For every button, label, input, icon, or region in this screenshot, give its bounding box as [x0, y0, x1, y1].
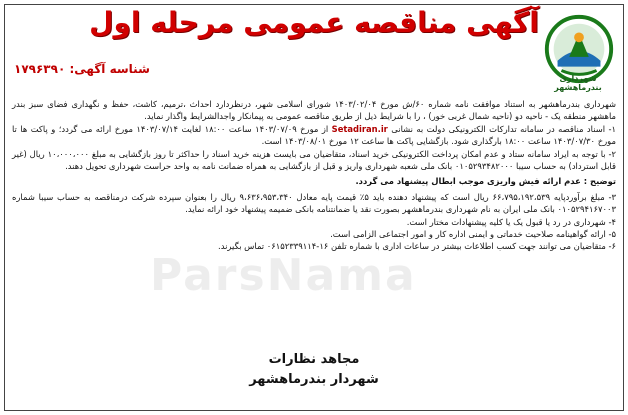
item-4: ۴- شهرداری در رد یا قبول یک یا کلیه پیشنهادات مختار است.: [406, 216, 616, 227]
item-6: ۶- متقاضیان می توانند جهت کسب اطلاعات بیشتر در ساعات اداری با شماره تلفن ۱۶-۰۶۱۵۲۳۳۹۱۱۴ تماس بگیرند.: [218, 241, 616, 252]
note: توضیح : عدم ارائه فیش واریزی موجب ابطال پیشنهاد می گردد.: [355, 176, 616, 187]
item-5: ۵- ارائه گواهینامه صلاحیت خدماتی و ایمنی اداره کار و امور اجتماعی الزامی است.: [330, 229, 616, 240]
item-1-part-b: از مورخ ۱۴۰۳/۰۷/۰۹ ساعت ۱۸:۰۰ لغایت ۱۴۰۳/۰۷/۱۴ مورخ ارائه می گردد؛ و پاکت ها تا مورخ ۱۴۰۳/۰۷/۳۰ ساعت ۱۸:۰۰ بارگذاری شود. بازگشایی پاکت ها ساعت ۱۲ مورخ ۱۴۰۳/۰۸/۰۱ است.: [12, 123, 616, 147]
item-3: ۳- مبلغ برآوردپایه ۶۶،۷۹۵،۱۹۲،۵۳۹ ریال است که پیشنهاد دهنده باید ۵٪ قیمت پایه معادل ۹،۶۳۶،۹۵۳،۳۴۰ ریال را بعنوان سپرده شرکت درمناقصه به حساب سیبا شماره ۰۱۰۵۲۹۴۱۶۷۰۰۳ بانک ملی ایران به نام شهرداری بندرماهشهر بصورت نقد یا ضمانتنامه بانکی ضمیمه پیشنهاد خود ارائه نماید.: [12, 191, 616, 215]
item-1-part-a: ۱- اسناد مناقصه در سامانه تدارکات الکترونیکی دولت به نشانی: [391, 123, 617, 134]
signer-title: شهردار بندرماهشهر: [249, 372, 379, 387]
signature-block: [0, 350, 628, 390]
logo-caption: شهرداری بندرماهشهر: [554, 74, 602, 92]
signer-name: مجاهد نظارات: [268, 352, 360, 367]
watermark: ParsNama: [150, 250, 417, 301]
item-2: ۲- با توجه به ایراد سامانه ستاد و عدم امکان پرداخت الکترونیکی خرید اسناد، متقاضیان می بایست هزینه خرید اسناد را حداکثر تا روز بازگشایی به مبلغ ۱۰،۰۰۰،۰۰۰ ریال (غیر قابل استرداد) به حساب سیبا ۰۱۰۵۲۹۳۴۸۲۰۰۰ بانک ملی شعبه شهرداری واریز و قبل از بازگشایی به همراه ضمانت نامه به واحد حراست شهرداری تحویل دهند.: [12, 148, 616, 172]
ad-id: شناسه آگهی: ۱۷۹۶۳۹۰: [14, 62, 150, 76]
setadiran-link[interactable]: Setadiran.ir: [331, 123, 388, 134]
ad-body: [12, 98, 616, 253]
item-1: [12, 123, 616, 148]
ad-title: آگهی مناقصه عمومی مرحله اول: [89, 6, 539, 39]
intro-paragraph: شهرداری بندرماهشهر به استناد موافقت نامه شماره ۶۰/ش مورخ ۱۴۰۳/۰۲/۰۴ شورای اسلامی شهر، درنظردارد احداث ،ترمیم، کاشت، حفظ و نگهداری فضای سبز بندر ماهشهر منطقه یک - ناحیه دو (ناحیه شمال غربی خور) ، را با شرایط ذیل از طریق مناقصه عمومی به پیمانکار واجدالشرایط واگذار نماید.: [12, 99, 616, 122]
